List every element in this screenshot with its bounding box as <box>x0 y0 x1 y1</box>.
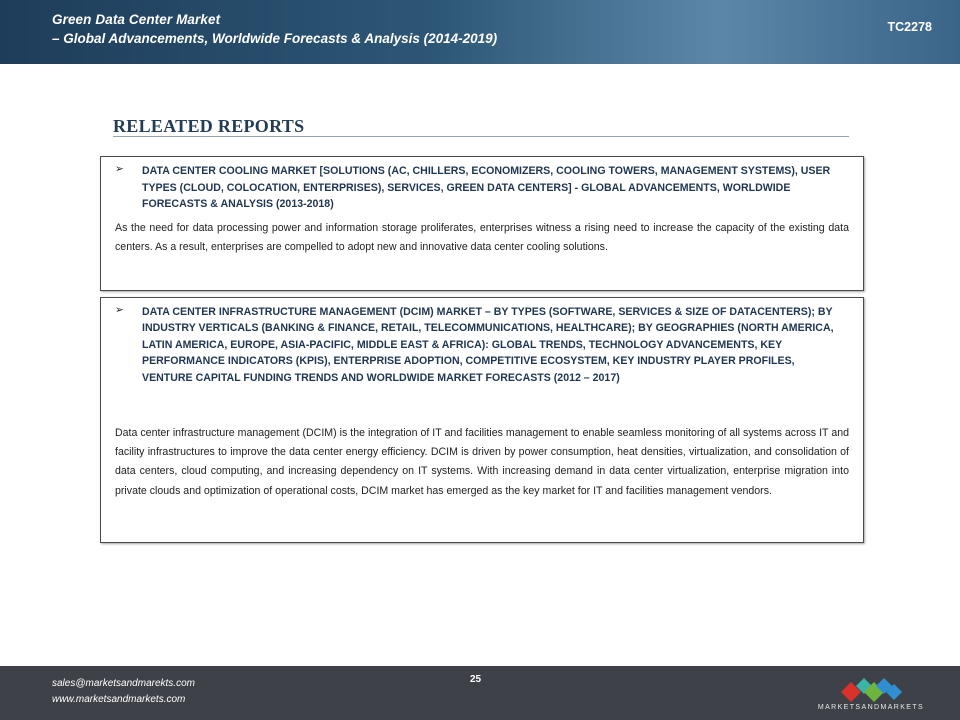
footer-email[interactable]: sales@marketsandmarekts.com <box>52 678 195 689</box>
logo-wordmark: MARKETSANDMARKETS <box>817 704 925 711</box>
footer-website[interactable]: www.marketsandmarkets.com <box>52 694 186 705</box>
related-report-description: Data center infrastructure management (DCIM) is the integration of IT and facilities management to enable seamless monitoring of all systems across IT and facility infrastructures to improve the data center energy efficiency. DCIM is driven by power consumption, heat densities, virtualization, and consolidation of data centers, cloud computing, and increasing dependency on IT systems. With increasing demand in data center virtualization, enterprise migration into private clouds and optimization of operational costs, DCIM market has emerged as the key market for IT and facilities management vendors. <box>115 427 849 497</box>
logo-diamonds-icon <box>806 672 936 704</box>
page-number: 25 <box>470 674 482 685</box>
section-heading: RELEATED REPORTS <box>113 116 305 136</box>
report-subtitle: – Global Advancements, Worldwide Forecasts & Analysis (2014-2019) <box>52 31 498 46</box>
related-report-title: DATA CENTER INFRASTRUCTURE MANAGEMENT (DCIM) MARKET – BY TYPES (SOFTWARE, SERVICES & SIZE OF DATACENTERS); BY INDUSTRY VERTICALS (BANKING & FINANCE, RETAIL, TELECOMMUNICATIONS, HEALTHCARE); BY GEOGRAPHIES (NORTH AMERICA, LATIN AMERICA, EUROPE, ASIA-PACIFIC, MIDDLE EAST & AFRICA): GLOBAL TRENDS, TECHNOLOGY ADVANCEMENTS, KEY PERFORMANCE INDICATORS (KPIS), ENTERPRISE ADOPTION, COMPETITIVE ECOSYSTEM, KEY INDUSTRY PLAYER PROFILES, VENTURE CAPITAL FUNDING TRENDS AND WORLDWIDE MARKET FORECASTS (2012 – 2017) <box>142 306 834 384</box>
page-footer <box>0 666 960 720</box>
heading-divider <box>113 136 849 137</box>
related-report-card <box>100 297 864 543</box>
marketsandmarkets-logo <box>806 672 936 716</box>
related-report-description: As the need for data processing power and information storage proliferates, enterprises witness a rising need to increase the capacity of the existing data centers. As a result, enterprises are compelled to adopt new and innovative data center cooling solutions. <box>115 222 849 253</box>
related-report-title: DATA CENTER COOLING MARKET [SOLUTIONS (AC, CHILLERS, ECONOMIZERS, COOLING TOWERS, MANAGEMENT SYSTEMS), USER TYPES (CLOUD, COLOCATION, ENTERPRISES), SERVICES, GREEN DATA CENTERS] - GLOBAL ADVANCEMENTS, WORLDWIDE FORECASTS & ANALYSIS (2013-2018) <box>142 165 831 211</box>
arrow-bullet-icon: ➢ <box>115 163 124 175</box>
arrow-bullet-icon: ➢ <box>115 304 124 316</box>
page-header <box>0 0 960 64</box>
related-report-card <box>100 156 864 291</box>
report-code: TC2278 <box>887 20 932 34</box>
report-title: Green Data Center Market <box>52 12 221 27</box>
